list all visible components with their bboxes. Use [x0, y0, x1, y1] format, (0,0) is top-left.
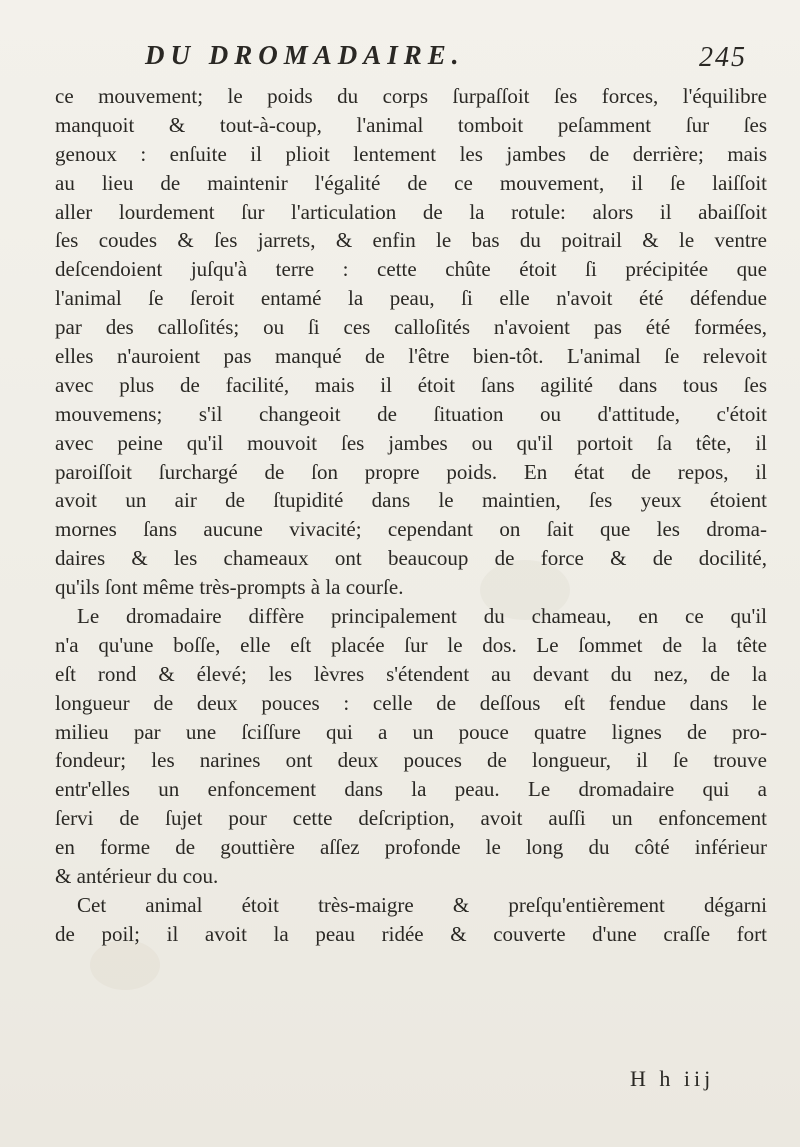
body-text	[55, 82, 767, 949]
text-line: par des calloſités; ou ſi ces calloſités n'avoient pas été formées,	[55, 315, 767, 340]
page-number: 245	[699, 42, 747, 73]
text-line: Le dromadaire diffère principalement du chameau, en ce qu'il	[77, 604, 767, 629]
running-head: DU DROMADAIRE.	[145, 40, 465, 70]
text-line: paroiſſoit ſurchargé de ſon propre poids. En état de repos, il	[55, 459, 767, 484]
text-line: entr'elles un enfoncement dans la peau. Le dromadaire qui a	[55, 777, 767, 802]
text-line: genoux : enſuite il plioit lentement les jambes de derrière; mais	[55, 141, 767, 166]
text-line: ſervi de ſujet pour cette deſcription, avoit auſſi un enfoncement	[55, 806, 767, 831]
text-line: en forme de gouttière aſſez profonde le long du côté inférieur	[55, 835, 767, 860]
text-line: mornes ſans aucune vivacité; cependant on ſait que les droma-	[55, 517, 767, 542]
text-line: & antérieur du cou.	[55, 864, 219, 889]
text-line: qu'ils ſont même très-prompts à la courſe.	[55, 575, 404, 600]
text-line: avoit un air de ſtupidité dans le maintien, ſes yeux étoient	[55, 488, 767, 513]
text-line: deſcendoient juſqu'à terre : cette chûte étoit ſi précipitée que	[55, 257, 767, 282]
text-line: mouvemens; s'il changeoit de ſituation ou d'attitude, c'étoit	[55, 401, 767, 426]
text-line: au lieu de maintenir l'égalité de ce mouvement, il ſe laiſſoit	[55, 170, 767, 195]
text-line: ſes coudes & ſes jarrets, & enfin le bas du poitrail & le ventre	[55, 228, 767, 253]
text-line: milieu par une ſciſſure qui a un pouce quatre lignes de pro-	[55, 719, 767, 744]
text-line: manquoit & tout-à-coup, l'animal tomboit peſamment ſur ſes	[55, 112, 767, 137]
text-line: de poil; il avoit la peau ridée & couverte d'une craſſe fort	[55, 921, 767, 946]
text-line: l'animal ſe ſeroit entamé la peau, ſi elle n'avoit été défendue	[55, 286, 767, 311]
text-line: fondeur; les narines ont deux pouces de longueur, il ſe trouve	[55, 748, 767, 773]
text-line: avec plus de facilité, mais il étoit ſans agilité dans tous ſes	[55, 372, 767, 397]
text-line: eſt rond & élevé; les lèvres s'étendent au devant du nez, de la	[55, 661, 767, 686]
text-line: n'a qu'une boſſe, elle eſt placée ſur le dos. Le ſommet de la tête	[55, 632, 767, 657]
text-line: Cet animal étoit très-maigre & preſqu'entièrement dégarni	[77, 892, 767, 917]
signature-mark: H h iij	[630, 1066, 715, 1091]
text-line: daires & les chameaux ont beaucoup de force & de docilité,	[55, 546, 767, 571]
text-line: avec peine qu'il mouvoit ſes jambes ou qu'il portoit ſa tête, il	[55, 430, 767, 455]
text-line: elles n'auroient pas manqué de l'être bien-tôt. L'animal ſe relevoit	[55, 344, 767, 369]
text-line: ce mouvement; le poids du corps ſurpaſſoit ſes forces, l'équilibre	[55, 84, 767, 108]
text-line: aller lourdement ſur l'articulation de la rotule: alors il abaiſſoit	[55, 199, 767, 224]
text-line: longueur de deux pouces : celle de deſſous eſt fendue dans le	[55, 690, 767, 715]
